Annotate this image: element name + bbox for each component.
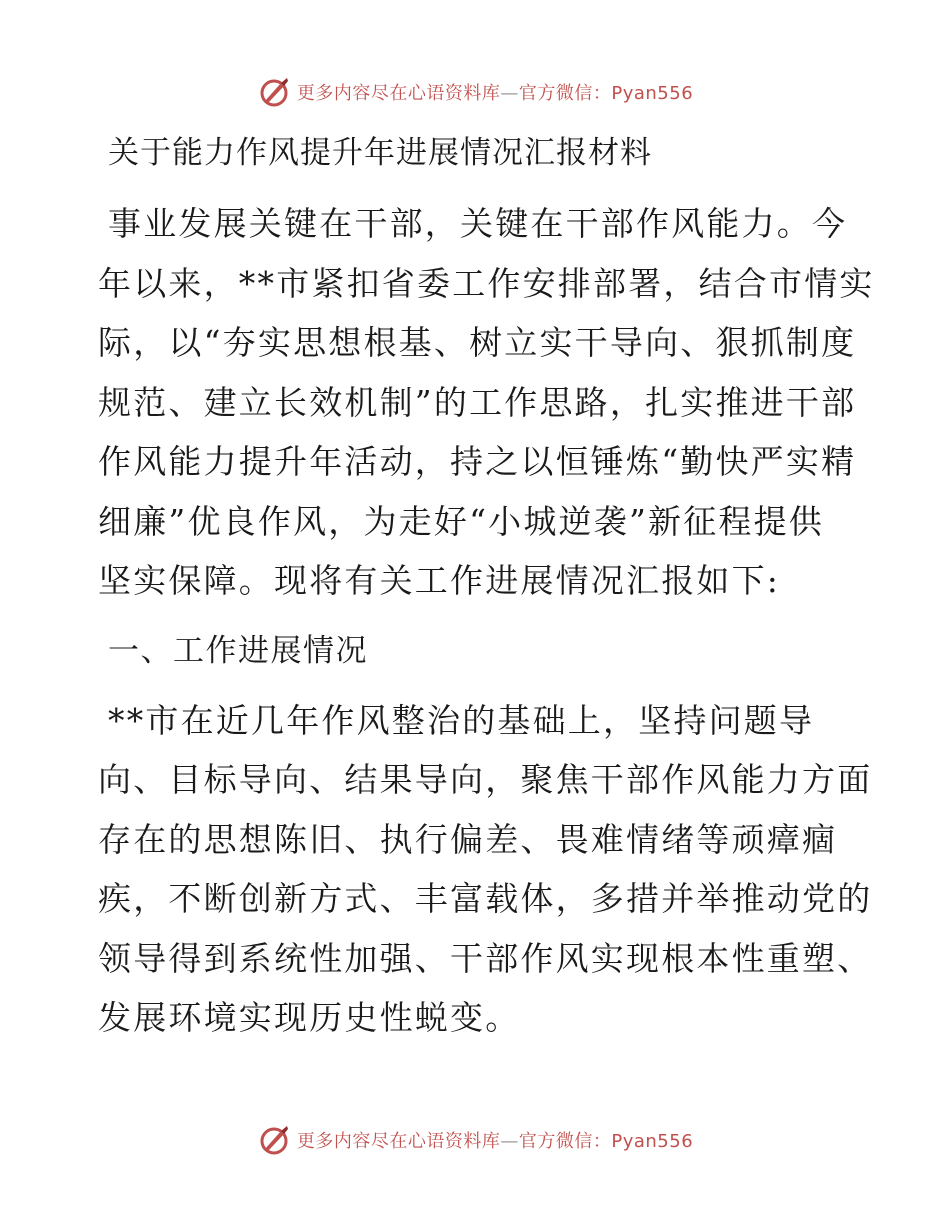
paragraph-line: 存在的思想陈旧、执行偏差、畏难情绪等顽瘴痼 (98, 819, 838, 859)
paragraph-line: 坚实保障。现将有关工作进展情况汇报如下: (98, 561, 781, 600)
banner-text (297, 79, 693, 105)
banner-wechat-id: Pyan556 (611, 1131, 694, 1152)
section-paragraph (98, 691, 873, 1048)
paragraph-line: 年以来，**市紧扣省委工作安排部署，结合市情实 (98, 263, 875, 303)
banner-separator: — (500, 1131, 519, 1152)
quill-pen-logo-icon (257, 1123, 291, 1157)
paragraph-line: 际，以“夯实思想根基、树立实干导向、狠抓制度 (98, 323, 857, 362)
banner-main-text: 更多内容尽在心语资料库 (296, 83, 501, 104)
document-title: 关于能力作风提升年进展情况汇报材料 (108, 135, 652, 171)
paragraph-line: 作风能力提升年活动，持之以恒锤炼“勤快严实精 (98, 442, 857, 481)
paragraph-line: 领导得到系统性加强、干部作风实现根本性重塑、 (98, 938, 873, 978)
document-body (98, 120, 875, 1060)
banner-separator: — (500, 83, 519, 104)
header-watermark-banner (0, 72, 950, 112)
banner-main-text: 更多内容尽在心语资料库 (296, 1131, 501, 1152)
paragraph-line: 疾，不断创新方式、丰富载体，多措并举推动党的 (98, 879, 873, 918)
quill-pen-logo-icon (257, 75, 291, 109)
paragraph-line: **市在近几年作风整治的基础上，坚持问题导 (108, 700, 815, 740)
paragraph-line: 细廉”优良作风，为走好“小城逆袭”新征程提供 (98, 501, 825, 541)
section-heading: 一、工作进展情况 (108, 632, 368, 669)
footer-watermark-banner (0, 1120, 950, 1160)
banner-wechat-label: 官方微信： (518, 83, 612, 104)
banner-wechat-label: 官方微信： (518, 1131, 612, 1152)
paragraph-line: 发展环境实现历史性蜕变。 (98, 998, 521, 1037)
paragraph-line: 向、目标导向、结果导向，聚焦干部作风能力方面 (98, 760, 873, 799)
banner-text (297, 1127, 693, 1153)
paragraph-line: 事业发展关键在干部，关键在干部作风能力。今 (108, 204, 848, 243)
banner-wechat-id: Pyan556 (611, 83, 694, 104)
paragraph-line: 规范、建立长效机制”的工作思路，扎实推进干部 (98, 382, 857, 422)
intro-paragraph (98, 194, 875, 611)
